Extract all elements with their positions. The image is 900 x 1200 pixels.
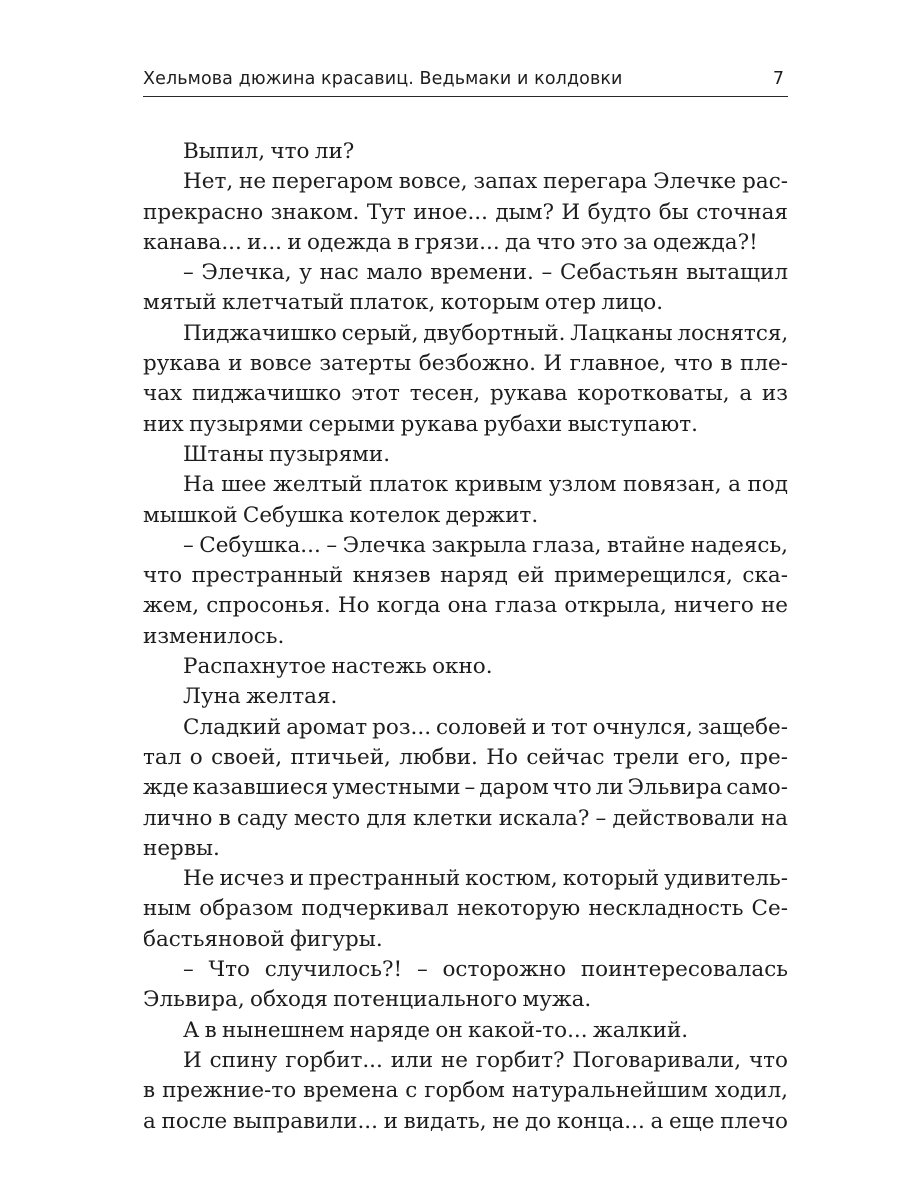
text-line: мятый клетчатый платок, которым отер лицо. xyxy=(143,290,664,316)
text-line: бастьяновой фигуры. xyxy=(143,926,383,952)
text-line: На шее желтый платок кривым узлом повязан, а под xyxy=(183,472,788,498)
body-text xyxy=(143,137,788,1137)
text-line: А в нынешнем наряде он какой-то... жалкий. xyxy=(183,1017,689,1043)
text-line: И спину горбит... или не горбит? Поговаривали, что xyxy=(183,1047,788,1073)
text-line: Распахнутое настежь окно. xyxy=(183,654,493,680)
text-line: жде казавшиеся уместными – даром что ли Эльвира само- xyxy=(143,775,788,801)
text-line: Пиджачишко серый, двубортный. Лацканы лоснятся, xyxy=(183,320,789,346)
text-line: тал о своей, птичьей, любви. Но сейчас трели его, пре- xyxy=(143,744,788,770)
text-line: – Что случилось?! – осторожно поинтересовалась xyxy=(183,957,788,983)
text-line: Выпил, что ли? xyxy=(183,139,355,164)
text-line: них пузырями серыми рукава рубахи выступают. xyxy=(143,411,698,437)
text-line: жем, спросонья. Но когда она глаза открыла, ничего не xyxy=(143,593,788,619)
text-line: – Элечка, у нас мало времени. – Себастьян вытащил xyxy=(183,260,788,286)
text-line: нервы. xyxy=(143,835,220,861)
page-number: 7 xyxy=(772,69,784,89)
text-line: чах пиджачишко этот тесен, рукава коротковаты, а из xyxy=(143,381,788,407)
text-line: а после выправили... и видать, не до конца... а еще плечо xyxy=(143,1108,788,1134)
text-line: рукава и вовсе затерты безбожно. И главное, что в пле- xyxy=(143,351,788,377)
text-line: Эльвира, обходя потенциального мужа. xyxy=(143,987,592,1013)
text-line: Нет, не перегаром вовсе, запах перегара Элечке рас- xyxy=(183,169,788,195)
text-line: Штаны пузырями. xyxy=(183,441,391,467)
running-head xyxy=(143,64,788,97)
running-head-title: Хельмова дюжина красавиц. Ведьмаки и колдовки xyxy=(143,69,623,89)
text-line: ным образом подчеркивал некоторую нескладность Се- xyxy=(143,896,788,922)
text-line: что престранный князев наряд ей примерещился, ска- xyxy=(143,563,788,589)
text-line: канава... и... и одежда в грязи... да что это за одежда?! xyxy=(143,229,758,255)
text-line: Сладкий аромат роз... соловей и тот очнулся, защебе- xyxy=(183,714,788,740)
text-line: мышкой Себушка котелок держит. xyxy=(143,502,539,528)
text-line: Не исчез и престранный костюм, который удивитель- xyxy=(183,866,788,892)
text-line: – Себушка... – Элечка закрыла глаза, втайне надеясь, xyxy=(183,532,788,558)
text-line: лично в саду место для клетки искала? – действовали на xyxy=(143,805,788,831)
text-line: прекрасно знаком. Тут иное... дым? И будто бы сточная xyxy=(143,199,788,225)
text-line: Луна желтая. xyxy=(183,684,338,710)
text-line: в прежние-то времена с горбом натуральнейшим ходил, xyxy=(143,1078,788,1104)
text-line: изменилось. xyxy=(143,623,285,649)
